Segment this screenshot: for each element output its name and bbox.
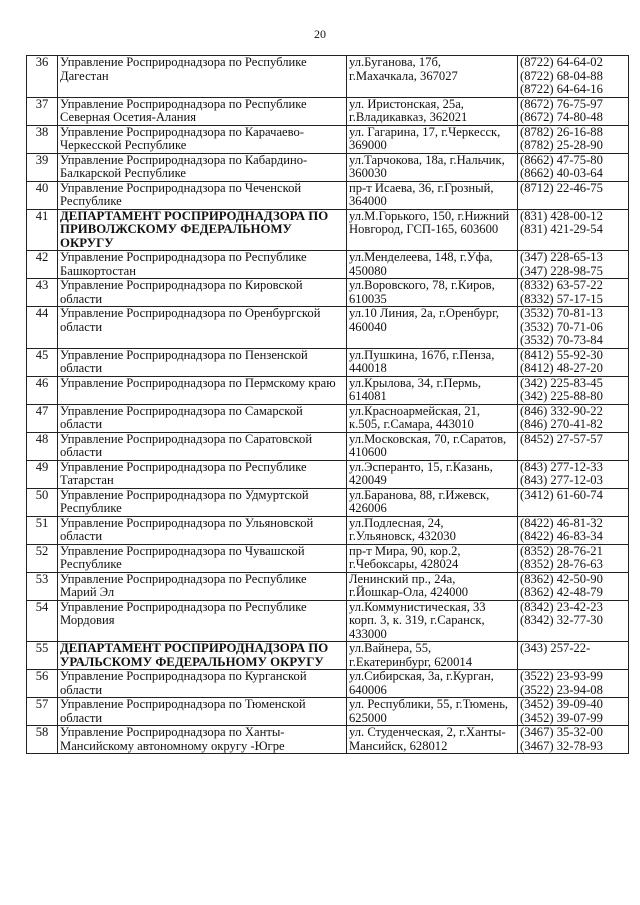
organization-name-line: Управление Росприроднадзора по Чеченской [60, 181, 302, 195]
phone-numbers [518, 56, 629, 98]
row-number: 48 [27, 432, 58, 460]
phone-numbers [518, 544, 629, 572]
organization-name-line: Управление Росприроднадзора по Республике [60, 97, 307, 111]
address-line: пр-т Исаева, 36, г.Грозный, [349, 181, 494, 195]
organization-name [58, 209, 347, 251]
row-number: 51 [27, 516, 58, 544]
phone-numbers-line: (8672) 74-80-48 [520, 110, 603, 124]
organization-name [58, 544, 347, 572]
organization-name [58, 376, 347, 404]
phone-numbers-line: (8722) 64-64-02 [520, 55, 603, 69]
address [347, 460, 518, 488]
organization-name-line: Управление Росприроднадзора по Пермскому краю [60, 376, 336, 390]
address-line: ул. Гагарина, 17, г.Черкесск, [349, 125, 501, 139]
organization-name [58, 181, 347, 209]
table-row [27, 153, 629, 181]
organization-name [58, 642, 347, 670]
phone-numbers-line: (8722) 68-04-88 [520, 68, 603, 83]
organization-name-line: Республике [60, 501, 122, 515]
address [347, 153, 518, 181]
row-number: 44 [27, 307, 58, 349]
phone-numbers-line: (846) 270-41-82 [520, 417, 603, 431]
address-line: Новгород, ГСП-165, 603600 [349, 222, 499, 236]
address-line: ул.Крылова, 34, г.Пермь, [349, 376, 482, 390]
phone-numbers [518, 572, 629, 600]
phone-numbers-line: (8412) 55-92-30 [520, 348, 603, 362]
table-row [27, 279, 629, 307]
address-line: Мансийск, 628012 [349, 738, 448, 753]
phone-numbers-line: (3532) 70-81-13 [520, 306, 603, 320]
phone-numbers [518, 432, 629, 460]
organization-name-line: области [60, 682, 103, 697]
phone-numbers-line: (8662) 47-75-80 [520, 153, 603, 167]
organization-name-line: Северная Осетия-Алания [60, 110, 197, 124]
table-row [27, 600, 629, 642]
phone-numbers-line: (347) 228-98-75 [520, 263, 603, 278]
phone-numbers [518, 642, 629, 670]
directory-table [26, 55, 629, 754]
organization-name-line: ОКРУГУ [60, 235, 114, 250]
address [347, 544, 518, 572]
address-line: г.Владикавказ, 362021 [349, 110, 468, 124]
page-number: 20 [314, 27, 326, 41]
address-line: ул.Коммунистическая, 33 [349, 600, 486, 614]
organization-name-line: Управление Росприроднадзора по Удмуртской [60, 488, 309, 502]
row-number: 47 [27, 404, 58, 432]
row-number: 53 [27, 572, 58, 600]
table-row [27, 56, 629, 98]
row-number: 52 [27, 544, 58, 572]
organization-name-line: Мансийскому автономному округу -Югре [60, 738, 285, 753]
table-row [27, 181, 629, 209]
phone-numbers [518, 251, 629, 279]
phone-numbers-line: (8342) 32-77-30 [520, 613, 603, 627]
address-line: г.Йошкар-Ола, 424000 [349, 585, 469, 599]
address [347, 279, 518, 307]
organization-name [58, 97, 347, 125]
row-number: 38 [27, 125, 58, 153]
organization-name-line: области [60, 445, 103, 459]
phone-numbers [518, 181, 629, 209]
phone-numbers [518, 460, 629, 488]
organization-name-line: Татарстан [60, 473, 114, 487]
table-row [27, 572, 629, 600]
address-line: ул.М.Горького, 150, г.Нижний [349, 209, 510, 223]
row-number: 50 [27, 488, 58, 516]
address-line: ул.Тарчокова, 18а, г.Нальчик, [349, 153, 505, 167]
address-line: ул.Воровского, 78, г.Киров, [349, 278, 495, 292]
phone-numbers [518, 670, 629, 698]
phone-numbers-line: (8672) 76-75-97 [520, 97, 603, 111]
phone-numbers-line: (3412) 61-60-74 [520, 488, 603, 502]
address-line: 433000 [349, 626, 387, 641]
address-line: 369000 [349, 138, 387, 152]
table-row [27, 307, 629, 349]
phone-numbers-line: (3532) 70-73-84 [520, 333, 603, 347]
row-number: 58 [27, 726, 58, 754]
address-line: ул.Пушкина, 167б, г.Пенза, [349, 348, 495, 362]
organization-name-line: Черкесской Республике [60, 138, 187, 152]
organization-name [58, 125, 347, 153]
phone-numbers-line: (8362) 42-48-79 [520, 585, 603, 599]
phone-numbers [518, 488, 629, 516]
row-number: 57 [27, 698, 58, 726]
phone-numbers [518, 209, 629, 251]
organization-name-line: УРАЛЬСКОМУ ФЕДЕРАЛЬНОМУ ОКРУГУ [60, 654, 324, 669]
address [347, 698, 518, 726]
phone-numbers [518, 698, 629, 726]
address [347, 488, 518, 516]
organization-name-line: Управление Росприроднадзора по Республике [60, 460, 307, 474]
organization-name-line: Башкортостан [60, 263, 136, 278]
row-number: 43 [27, 279, 58, 307]
phone-numbers [518, 516, 629, 544]
phone-numbers-line: (3452) 39-09-40 [520, 697, 603, 711]
organization-name-line: Республике [60, 194, 122, 208]
address [347, 307, 518, 349]
organization-name [58, 251, 347, 279]
organization-name-line: Управление Росприроднадзора по Тюменской [60, 697, 306, 711]
organization-name-line: Управление Росприроднадзора по Ханты- [60, 725, 285, 739]
organization-name-line: Управление Росприроднадзора по Курганской [60, 669, 307, 683]
phone-numbers-line: (3522) 23-94-08 [520, 682, 603, 697]
phone-numbers-line: (843) 277-12-33 [520, 460, 603, 474]
row-number: 39 [27, 153, 58, 181]
address [347, 97, 518, 125]
organization-name-line: Управление Росприроднадзора по Ульяновской [60, 516, 314, 530]
table-row [27, 670, 629, 698]
organization-name [58, 404, 347, 432]
row-number: 55 [27, 642, 58, 670]
organization-name-line: Управление Росприроднадзора по Республике [60, 55, 307, 69]
organization-name-line: Управление Росприроднадзора по Чувашской [60, 544, 305, 558]
address-line: ул.Баранова, 88, г.Ижевск, [349, 488, 490, 502]
table-row [27, 488, 629, 516]
address-line: 640006 [349, 682, 387, 697]
address [347, 516, 518, 544]
organization-name [58, 670, 347, 698]
phone-numbers-line: (8352) 28-76-21 [520, 544, 603, 558]
phone-numbers [518, 348, 629, 376]
address-line: ул.Менделеева, 148, г.Уфа, [349, 250, 493, 264]
address-line: 360030 [349, 166, 387, 180]
organization-name-line: Балкарской Республике [60, 166, 186, 180]
address-line: ул. Республики, 55, г.Тюмень, [349, 697, 509, 711]
phone-numbers-line: (3532) 70-71-06 [520, 319, 603, 334]
phone-numbers-line: (8412) 48-27-20 [520, 361, 603, 375]
phone-numbers-line: (8352) 28-76-63 [520, 557, 603, 571]
organization-name [58, 488, 347, 516]
phone-numbers-line: (342) 225-88-80 [520, 389, 603, 403]
address-line: 450080 [349, 263, 387, 278]
address-line: ул.Эсперанто, 15, г.Казань, [349, 460, 493, 474]
address [347, 726, 518, 754]
address-line: 625000 [349, 710, 387, 725]
organization-name-line: ДЕПАРТАМЕНТ РОСПРИРОДНАДЗОРА ПО [60, 641, 329, 655]
phone-numbers-line: (8422) 46-83-34 [520, 529, 603, 543]
organization-name [58, 460, 347, 488]
organization-name-line: Управление Росприроднадзора по Самарской [60, 404, 303, 418]
phone-numbers-line: (3467) 35-32-00 [520, 725, 603, 739]
phone-numbers-line: (8452) 27-57-57 [520, 432, 603, 446]
phone-numbers-line: (8342) 23-42-23 [520, 600, 603, 614]
address-line: ул.Московская, 70, г.Саратов, [349, 432, 507, 446]
organization-name-line: области [60, 319, 103, 334]
organization-name [58, 516, 347, 544]
table-row [27, 251, 629, 279]
phone-numbers-line: (343) 257-22- [520, 641, 591, 655]
organization-name-line: ПРИВОЛЖСКОМУ ФЕДЕРАЛЬНОМУ [60, 222, 292, 236]
table-row [27, 348, 629, 376]
address-line: 610035 [349, 291, 387, 306]
phone-numbers-line: (8782) 26-16-88 [520, 125, 603, 139]
organization-name-line: Управление Росприроднадзора по Кабардино- [60, 153, 308, 167]
organization-name [58, 153, 347, 181]
phone-numbers [518, 726, 629, 754]
address-line: ул.Вайнера, 55, [349, 641, 432, 655]
organization-name-line: Управление Росприроднадзора по Оренбургской [60, 306, 321, 320]
table-row [27, 404, 629, 432]
row-number: 41 [27, 209, 58, 251]
address-line: 420049 [349, 473, 387, 487]
phone-numbers [518, 279, 629, 307]
organization-name-line: Управление Росприроднадзора по Республике [60, 600, 307, 614]
row-number: 49 [27, 460, 58, 488]
department-row [27, 642, 629, 670]
table-row [27, 460, 629, 488]
address-line: 426006 [349, 501, 387, 515]
organization-name [58, 600, 347, 642]
address-line: ул.Красноармейская, 21, [349, 404, 481, 418]
phone-numbers-line: (3467) 32-78-93 [520, 738, 603, 753]
row-number: 40 [27, 181, 58, 209]
address-line: г.Екатеринбург, 620014 [349, 654, 472, 669]
organization-name [58, 56, 347, 98]
phone-numbers-line: (8362) 42-50-90 [520, 572, 603, 586]
table-row [27, 432, 629, 460]
address-line: 614081 [349, 389, 387, 403]
organization-name [58, 698, 347, 726]
phone-numbers [518, 404, 629, 432]
phone-numbers-line: (8712) 22-46-75 [520, 181, 603, 195]
phone-numbers [518, 153, 629, 181]
organization-name-line: ДЕПАРТАМЕНТ РОСПРИРОДНАДЗОРА ПО [60, 209, 329, 223]
organization-name-line: Управление Росприроднадзора по Пензенской [60, 348, 308, 362]
organization-name [58, 307, 347, 349]
address-line: ул.Подлесная, 24, [349, 516, 444, 530]
row-number: 45 [27, 348, 58, 376]
organization-name-line: Мордовия [60, 613, 115, 627]
address [347, 348, 518, 376]
address [347, 600, 518, 642]
table-row [27, 544, 629, 572]
organization-name-line: области [60, 417, 103, 431]
address [347, 251, 518, 279]
table-row [27, 726, 629, 754]
address-line: пр-т Мира, 90, кор.2, [349, 544, 461, 558]
phone-numbers-line: (831) 428-00-12 [520, 209, 603, 223]
table-row [27, 698, 629, 726]
address-line: ул.10 Линия, 2а, г.Оренбург, [349, 306, 499, 320]
phone-numbers-line: (846) 332-90-22 [520, 404, 603, 418]
address-line: к.505, г.Самара, 443010 [349, 417, 474, 431]
address-line: 460040 [349, 319, 387, 334]
organization-name-line: Дагестан [60, 68, 109, 83]
address-line: ул. Студенческая, 2, г.Ханты- [349, 725, 506, 739]
phone-numbers [518, 307, 629, 349]
phone-numbers-line: (8782) 25-28-90 [520, 138, 603, 152]
address [347, 432, 518, 460]
address-line: 364000 [349, 194, 387, 208]
phone-numbers-line: (3522) 23-93-99 [520, 669, 603, 683]
directory-rows [27, 56, 629, 754]
organization-name-line: Управление Росприроднадзора по Кировской [60, 278, 303, 292]
organization-name-line: Республике [60, 557, 122, 571]
phone-numbers-line: (8422) 46-81-32 [520, 516, 603, 530]
department-row [27, 209, 629, 251]
row-number: 46 [27, 376, 58, 404]
row-number: 56 [27, 670, 58, 698]
address [347, 209, 518, 251]
organization-name-line: Управление Росприроднадзора по Саратовской [60, 432, 313, 446]
organization-name-line: области [60, 710, 103, 725]
phone-numbers [518, 97, 629, 125]
address-line: 440018 [349, 361, 387, 375]
address-line: ул. Иристонская, 25а, [349, 97, 464, 111]
address [347, 181, 518, 209]
organization-name-line: Управление Росприроднадзора по Республике [60, 572, 307, 586]
address [347, 376, 518, 404]
address [347, 572, 518, 600]
organization-name-line: области [60, 361, 103, 375]
phone-numbers-line: (342) 225-83-45 [520, 376, 603, 390]
phone-numbers [518, 376, 629, 404]
table-row [27, 516, 629, 544]
phone-numbers-line: (8662) 40-03-64 [520, 166, 603, 180]
phone-numbers-line: (347) 228-65-13 [520, 250, 603, 264]
organization-name-line: области [60, 529, 103, 543]
organization-name [58, 348, 347, 376]
address [347, 56, 518, 98]
phone-numbers-line: (3452) 39-07-99 [520, 710, 603, 725]
phone-numbers-line: (843) 277-12-03 [520, 473, 603, 487]
organization-name [58, 572, 347, 600]
address-line: корп. 3, к. 319, г.Саранск, [349, 613, 485, 627]
organization-name [58, 432, 347, 460]
address-line: 410600 [349, 445, 387, 459]
address-line: г.Чебоксары, 428024 [349, 557, 459, 571]
address [347, 670, 518, 698]
phone-numbers [518, 125, 629, 153]
row-number: 42 [27, 251, 58, 279]
address [347, 125, 518, 153]
organization-name [58, 726, 347, 754]
table-row [27, 376, 629, 404]
table-row [27, 125, 629, 153]
organization-name-line: Управление Росприроднадзора по Карачаево- [60, 125, 304, 139]
address-line: ул.Буганова, 17б, [349, 55, 441, 69]
row-number: 37 [27, 97, 58, 125]
phone-numbers [518, 600, 629, 642]
phone-numbers-line: (8332) 63-57-22 [520, 278, 603, 292]
table-row [27, 97, 629, 125]
address [347, 404, 518, 432]
organization-name-line: Марий Эл [60, 585, 115, 599]
address-line: г.Махачкала, 367027 [349, 68, 458, 83]
organization-name [58, 279, 347, 307]
address-line: ул.Сибирская, 3а, г.Курган, [349, 669, 494, 683]
organization-name-line: Управление Росприроднадзора по Республике [60, 250, 307, 264]
phone-numbers-line: (831) 421-29-54 [520, 222, 603, 236]
phone-numbers-line: (8722) 64-64-16 [520, 82, 603, 96]
row-number: 54 [27, 600, 58, 642]
address-line: г.Ульяновск, 432030 [349, 529, 456, 543]
phone-numbers-line: (8332) 57-17-15 [520, 291, 603, 306]
organization-name-line: области [60, 291, 103, 306]
address-line: Ленинский пр., 24а, [349, 572, 456, 586]
address [347, 642, 518, 670]
row-number: 36 [27, 56, 58, 98]
